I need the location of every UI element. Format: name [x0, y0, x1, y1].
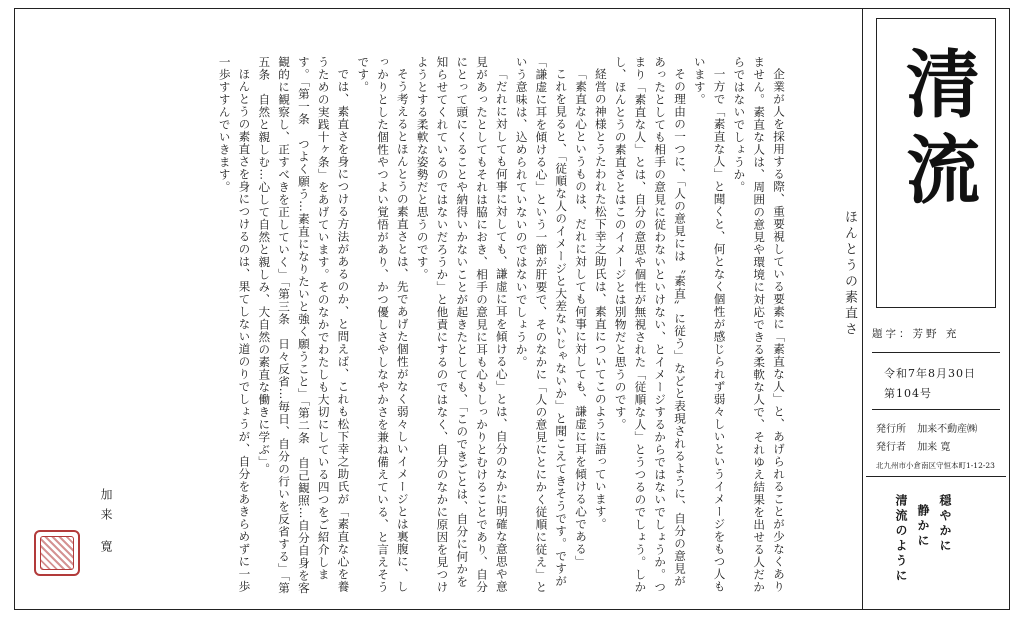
essay-paragraph: 経営の神様とうたわれた松下幸之助氏は、素直についてこのように語っています。 — [593, 67, 608, 531]
editor-name: 加来 寛 — [917, 442, 951, 453]
essay-paragraph: そう考えるとほんとうの素直さとは、先であげた個性がなく弱々しいイメージとは裏腹に、しっかりとした個性やつよい覚悟があり、かつ優しさやしなやかさを兼ね備えている、と言えそうです。 — [356, 56, 410, 594]
motto — [890, 494, 956, 604]
seal-icon — [40, 536, 74, 570]
author-seal-stamp — [34, 530, 80, 576]
essay-paragraph: では、素直さを身につける方法があるのか、と問えば、これも松下幸之助氏が「素直な心を養うための実践十ヶ条」をあげています。そのなかでわたしも大切にしている四つをご紹介します。「第一条 つよく願う…素直になりたいと強く願うこと」「第二条 自己観照…自分自身を客観的に観察し、正すべきを正していく」「第三条 日々反省…毎日、自分の行いを反省する」「第五条 自然と親しむ…心して自然と親しみ、大自然の素直な働きに学ぶ」。 — [257, 56, 351, 595]
essay-paragraph: 一方で「素直な人」と聞くと、何となく個性が感じられず弱々しいというイメージをもつ人もいます。 — [692, 56, 727, 593]
issue-number: 第104号 — [884, 387, 932, 400]
motto-line: 穏やかに — [938, 494, 952, 554]
essay-section — [60, 30, 857, 595]
publisher-row — [876, 420, 977, 435]
publisher-address: 北九州市小倉南区守恒本町1-12-23 — [876, 461, 995, 470]
editor-row — [876, 438, 950, 453]
essay-paragraph: 「だれに対しても何事に対しても、謙虚に耳を傾ける心」とは、自分のなかに明確な意思や意見があったとしてもそれは脇におき、相手の意見に耳も心もしっかりとむけることであり、自分にとって頭にくることや納得いかないことが起きたとしても、「このできごとは、自分に何かを知らせてくれているのではないだろうか」と他責にするのではなく、自分のなかに原因を見つけようとする柔軟な姿勢だと思うのです。 — [415, 56, 509, 594]
essay-paragraph: 「素直な心というものは、だれに対しても何事に対しても、謙虚に耳を傾ける心である」 — [574, 67, 589, 568]
essay-body — [70, 56, 788, 596]
essay-paragraph: その理由の一つに、「人の意見には〝素直〟に従う」などと表現されるように、自分の意見があったとしても相手の意見に従わないといけない、とイメージするからではないでしょうか。つまり「素直な人」とは、自分の意思や個性が無視された「従順な人」とうつるのでしょう。しかし、ほんとうの素直さとはこのイメージとは別物だと思うのです。 — [613, 56, 688, 594]
essay-paragraph: 企業が人を採用する際、重要視している要素に「素直な人」と、あげられることが少なくありません。素直な人は、周囲の意見や環境に対応できる柔軟な人で、それゆえ結果を出せる人だからではないでしょうか。 — [732, 56, 786, 594]
issue-info — [872, 352, 1000, 410]
author-name: 加来 寛 — [99, 488, 113, 560]
title-calligraphy-credit: 題字：芳野 充 — [872, 328, 960, 340]
title-box — [876, 18, 996, 308]
motto-line: 静かに — [916, 504, 930, 549]
newsletter-title: 清流 — [894, 45, 980, 217]
editor-label: 発行者 — [876, 442, 906, 453]
publisher-name: 加来不動産㈱ — [917, 424, 978, 435]
motto-line: 清流のように — [894, 494, 908, 584]
essay-paragraph: これを見ると、「従順な人のイメージと大差ないじゃないか」と聞こえてきそうです。ですが「謙虚に耳を傾ける心」という一節が肝要で、そのなかに「人の意見にとにかく従順に従え」という意味は、込められていないのではないでしょうか。 — [514, 56, 569, 594]
issue-date: 令和7年8月30日 — [884, 367, 976, 380]
publisher-info — [866, 410, 1006, 477]
masthead-panel — [862, 8, 1010, 610]
essay-paragraph: ほんとうの素直さを身につけるのは、果てしない道のりでしょうが、自分をあきらめずに一歩一歩すすんでいきます。 — [217, 56, 252, 593]
publisher-label: 発行所 — [876, 424, 906, 435]
essay-title: ほんとうの素直さ — [842, 210, 857, 338]
